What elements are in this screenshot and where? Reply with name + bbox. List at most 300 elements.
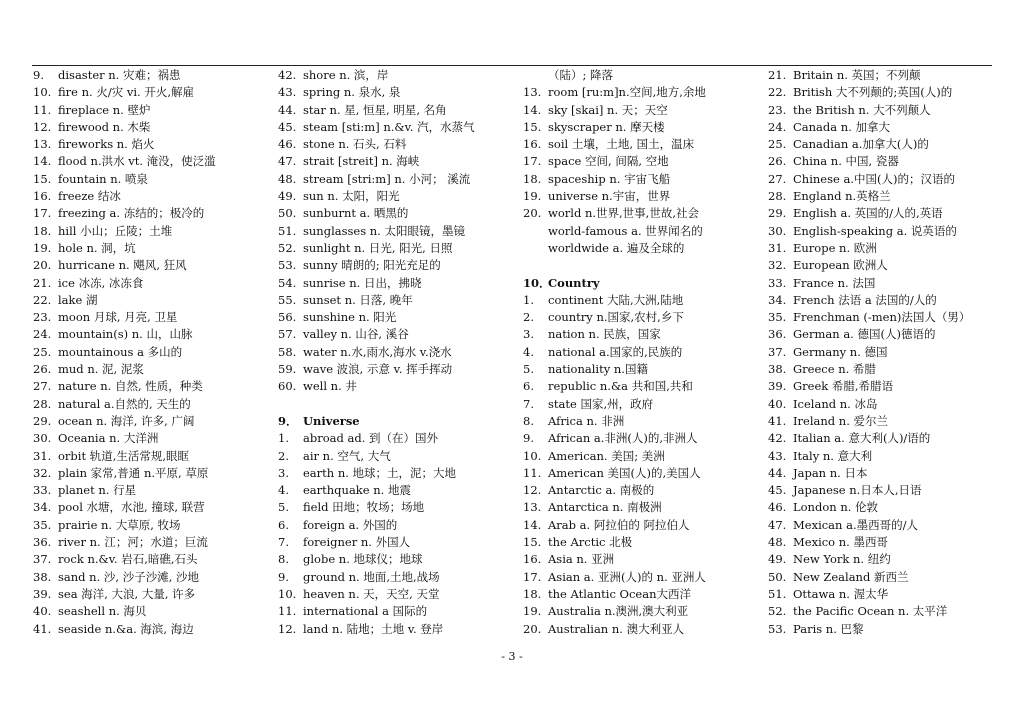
entry-text: universe n.宇宙，世界	[548, 189, 671, 204]
vocab-entry	[33, 361, 268, 378]
entry-number: 13.	[523, 85, 542, 100]
entry-number: 4.	[278, 483, 289, 498]
entry-text: the Pacific Ocean n. 太平洋	[793, 604, 948, 619]
entry-text: English-speaking a. 说英语的	[793, 223, 957, 238]
entry-number: 43.	[768, 448, 787, 463]
entry-text: British 大不列颠的;英国(人)的	[793, 85, 953, 100]
entry-number: 57.	[278, 327, 297, 342]
vocab-entry	[278, 102, 513, 119]
entry-number: 32.	[768, 258, 787, 273]
entry-number: 49.	[768, 552, 787, 567]
entry-number: 9.	[33, 68, 44, 82]
column-3	[523, 67, 758, 638]
entry-text: disaster n. 灾难；祸患	[58, 68, 181, 82]
vocab-entry	[768, 275, 1003, 292]
vocab-entry	[768, 448, 1003, 465]
entry-number: 6.	[523, 379, 534, 394]
entry-text: sunlight n. 日光, 阳光, 日照	[303, 240, 453, 255]
entry-text: Italy n. 意大利	[793, 448, 873, 463]
vocab-entry	[278, 240, 513, 257]
vocab-entry	[523, 205, 758, 222]
vocab-entry	[523, 413, 758, 430]
entry-number: 48.	[278, 171, 297, 186]
entry-text: steam [sti:m] n.&v. 汽，水蒸气	[303, 119, 475, 134]
entry-number: 9.	[278, 569, 289, 584]
vocab-entry	[768, 499, 1003, 516]
entry-number: 42.	[768, 431, 787, 446]
entry-text: Germany n. 德国	[793, 344, 888, 359]
vocab-entry	[33, 344, 268, 361]
entry-text: sunshine n. 阳光	[303, 310, 397, 325]
entry-text: China n. 中国, 瓷器	[793, 154, 899, 169]
vocab-entry	[33, 119, 268, 136]
vocab-entry	[33, 136, 268, 153]
entry-text: skyscraper n. 摩天楼	[548, 119, 665, 134]
entry-text: African a.非洲(人)的,非洲人	[548, 431, 698, 446]
entry-text: fountain n. 喷泉	[58, 171, 148, 186]
entry-text: freeze 结冰	[58, 189, 121, 204]
entry-number: 2.	[278, 448, 289, 463]
entry-number: 1.	[278, 431, 289, 446]
vocab-entry	[768, 223, 1003, 240]
entry-text: ground n. 地面,土地,战场	[303, 569, 440, 584]
vocab-entry	[278, 378, 513, 395]
vocab-entry	[278, 292, 513, 309]
vocab-entry	[768, 292, 1003, 309]
entry-text: orbit 轨道,生活常规,眼眶	[58, 448, 190, 463]
vocab-entry	[278, 621, 513, 638]
entry-text: international a 国际的	[303, 604, 428, 619]
entry-number: 20.	[523, 206, 542, 221]
entry-text: Iceland n. 冰岛	[793, 396, 878, 411]
entry-number: 15.	[33, 171, 52, 186]
entry-text: Asian a. 亚洲(人)的 n. 亚洲人	[548, 569, 706, 584]
vocab-entry	[768, 413, 1003, 430]
vocab-entry	[523, 603, 758, 620]
vocab-entry	[768, 361, 1003, 378]
entry-text: American. 美国; 美洲	[548, 448, 665, 463]
vocab-entry	[768, 465, 1003, 482]
vocab-entry	[768, 205, 1003, 222]
entry-number: 24.	[33, 327, 52, 342]
entry-text: earth n. 地球；土，泥；大地	[303, 465, 457, 480]
vocab-entry	[768, 430, 1003, 447]
entry-number: 24.	[768, 119, 787, 134]
entry-text: the Arctic 北极	[548, 535, 633, 550]
entry-text: Universe	[303, 413, 360, 428]
vocab-entry	[523, 309, 758, 326]
vocab-entry	[33, 465, 268, 482]
entry-number: 33.	[33, 483, 52, 498]
vocab-entry	[768, 621, 1003, 638]
entry-number: 52.	[768, 604, 787, 619]
vocab-entry	[278, 84, 513, 101]
entry-text: space 空间, 间隔, 空地	[548, 154, 669, 169]
entry-text: Japan n. 日本	[793, 465, 868, 480]
vocab-entry	[278, 430, 513, 447]
vocab-entry	[768, 119, 1003, 136]
vocab-entry	[523, 257, 758, 274]
entry-number: 16.	[523, 137, 542, 152]
entry-text: stream [stri:m] n. 小河； 溪流	[303, 171, 471, 186]
entry-text: national a.国家的,民族的	[548, 344, 683, 359]
entry-text: the British n. 大不列颠人	[793, 102, 931, 117]
vocab-entry	[278, 396, 513, 413]
vocab-entry	[33, 257, 268, 274]
entry-number: 2.	[523, 310, 534, 325]
vocab-entry	[523, 396, 758, 413]
vocab-entry	[278, 188, 513, 205]
entry-number: 52.	[278, 240, 297, 255]
entry-number: 32.	[33, 465, 52, 480]
section-heading	[523, 275, 758, 292]
entry-number: 23.	[33, 310, 52, 325]
entry-text: the Atlantic Ocean大西洋	[548, 586, 691, 601]
entry-number: 58.	[278, 344, 297, 359]
vocab-entry	[33, 153, 268, 170]
entry-number: 7.	[278, 535, 289, 550]
vocab-entry	[278, 448, 513, 465]
entry-text: American 美国(人)的,美国人	[548, 465, 701, 480]
entry-text: sea 海洋, 大浪, 大量, 许多	[58, 586, 196, 601]
entry-number: 41.	[768, 413, 787, 428]
entry-number: 5.	[278, 500, 289, 515]
page-number: - 3 -	[501, 650, 523, 663]
vocab-entry	[278, 569, 513, 586]
entry-text: shore n. 滨，岸	[303, 68, 389, 82]
vocab-entry	[768, 517, 1003, 534]
entry-number: 20.	[523, 621, 542, 636]
vocab-entry	[33, 569, 268, 586]
vocab-entry	[768, 482, 1003, 499]
vocab-entry	[523, 517, 758, 534]
entry-number: 45.	[768, 483, 787, 498]
vocab-entry	[278, 136, 513, 153]
vocab-entry	[523, 499, 758, 516]
entry-number: 28.	[768, 189, 787, 204]
entry-text: valley n. 山谷, 溪谷	[303, 327, 409, 342]
entry-number: 26.	[768, 154, 787, 169]
entry-number: 31.	[33, 448, 52, 463]
entry-text: Asia n. 亚洲	[548, 552, 615, 567]
entry-text: natural a.自然的, 天生的	[58, 396, 191, 411]
entry-text: state 国家,州，政府	[548, 396, 654, 411]
entry-text: sunglasses n. 太阳眼镜，墨镜	[303, 223, 465, 238]
entry-text: Canadian a.加拿大(人)的	[793, 137, 929, 152]
entry-number: 38.	[768, 362, 787, 377]
vocab-entry	[768, 84, 1003, 101]
entry-text: well n. 井	[303, 379, 357, 394]
entry-text: planet n. 行星	[58, 483, 137, 498]
entry-text: country n.国家,农村,乡下	[548, 310, 684, 325]
entry-text: Greece n. 希腊	[793, 362, 876, 377]
entry-number: 31.	[768, 240, 787, 255]
vocab-entry	[278, 153, 513, 170]
vocab-entry	[33, 378, 268, 395]
vocab-entry	[33, 534, 268, 551]
vocab-entry	[768, 102, 1003, 119]
entry-number: 34.	[768, 292, 787, 307]
entry-number: 51.	[278, 223, 297, 238]
vocab-entry	[33, 102, 268, 119]
vocab-entry	[523, 621, 758, 638]
vocab-entry	[523, 378, 758, 395]
entry-text: river n. 江；河；水道；巨流	[58, 535, 208, 550]
vocab-entry	[33, 413, 268, 430]
vocab-entry	[768, 603, 1003, 620]
entry-text: Mexican a.墨西哥的/人	[793, 517, 918, 532]
entry-number: 35.	[33, 517, 52, 532]
entry-text: sunset n. 日落, 晚年	[303, 292, 413, 307]
entry-text: fire n. 火/灾 vi. 开火,解雇	[58, 85, 195, 100]
entry-text: sky [skai] n. 天；天空	[548, 102, 668, 117]
vocab-entry	[33, 517, 268, 534]
entry-text: Japanese n.日本人,日语	[793, 483, 922, 498]
top-rule	[32, 65, 992, 66]
entry-text: Australia n.澳洲,澳大利亚	[548, 604, 689, 619]
entry-text: fireworks n. 焰火	[58, 137, 155, 152]
vocab-entry	[768, 396, 1003, 413]
entry-number: 10.	[33, 85, 52, 100]
entry-number: 54.	[278, 275, 297, 290]
entry-number: 21.	[33, 275, 52, 290]
vocab-entry	[768, 136, 1003, 153]
vocab-entry	[278, 586, 513, 603]
section-heading	[278, 413, 513, 430]
entry-number: 41.	[33, 621, 52, 636]
entry-text: strait [streit] n. 海峡	[303, 154, 420, 169]
entry-number: 50.	[278, 206, 297, 221]
vocab-entry	[768, 378, 1003, 395]
entry-text: Country	[548, 275, 600, 290]
entry-number: 50.	[768, 569, 787, 584]
vocab-entry	[278, 465, 513, 482]
entry-text: France n. 法国	[793, 275, 876, 290]
vocab-entry	[33, 275, 268, 292]
entry-text: foreigner n. 外国人	[303, 535, 411, 550]
vocab-entry	[278, 482, 513, 499]
vocab-entry	[523, 171, 758, 188]
entry-number: 14.	[523, 517, 542, 532]
entry-number: 10.	[523, 448, 542, 463]
vocab-entry	[278, 603, 513, 620]
vocab-entry	[33, 309, 268, 326]
entry-text: Oceania n. 大洋洲	[58, 431, 159, 446]
vocab-entry	[768, 257, 1003, 274]
entry-text: （陆）; 降落	[548, 68, 614, 82]
vocab-entry	[523, 102, 758, 119]
entry-text: Greek 希腊,希腊语	[793, 379, 894, 394]
entry-text: mountainous a 多山的	[58, 344, 183, 359]
vocab-entry	[768, 153, 1003, 170]
vocab-entry	[278, 551, 513, 568]
entry-text: flood n.洪水 vt. 淹没，使泛滥	[58, 154, 216, 169]
vocab-entry	[523, 188, 758, 205]
vocab-entry	[33, 67, 268, 84]
entry-number: 46.	[278, 137, 297, 152]
entry-number: 37.	[768, 344, 787, 359]
entry-text: Italian a. 意大利(人)/语的	[793, 431, 931, 446]
entry-number: 29.	[768, 206, 787, 221]
entry-number: 19.	[523, 189, 542, 204]
vocab-entry	[523, 482, 758, 499]
entry-number: 14.	[33, 154, 52, 169]
entry-text: water n.水,雨水,海水 v.浇水	[303, 344, 452, 359]
vocab-entry	[278, 119, 513, 136]
entry-text: wave 波浪, 示意 v. 挥手挥动	[303, 362, 453, 377]
entry-number: 11.	[33, 102, 52, 117]
entry-text: London n. 伦敦	[793, 500, 879, 515]
entry-number: 13.	[523, 500, 542, 515]
vocab-entry	[278, 517, 513, 534]
entry-number: 37.	[33, 552, 52, 567]
entry-text: firewood n. 木柴	[58, 119, 151, 134]
column-2	[278, 67, 513, 638]
vocab-entry	[523, 240, 758, 257]
entry-number: 10.	[278, 586, 297, 601]
vocab-entry	[523, 292, 758, 309]
entry-text: continent 大陆,大洲,陆地	[548, 292, 684, 307]
entry-text: globe n. 地球仪；地球	[303, 552, 423, 567]
vocab-entry	[33, 171, 268, 188]
entry-number: 22.	[768, 85, 787, 100]
entry-text: Africa n. 非洲	[548, 413, 625, 428]
entry-text: sun n. 太阳，阳光	[303, 189, 400, 204]
entry-number: 3.	[278, 465, 289, 480]
entry-number: 29.	[33, 413, 52, 428]
entry-text: spring n. 泉水, 泉	[303, 85, 401, 100]
entry-number: 36.	[768, 327, 787, 342]
entry-text: Mexico n. 墨西哥	[793, 535, 888, 550]
entry-number: 40.	[768, 396, 787, 411]
entry-number: 13.	[33, 137, 52, 152]
vocab-entry	[278, 223, 513, 240]
vocab-entry	[278, 171, 513, 188]
entry-number: 44.	[768, 465, 787, 480]
entry-text: Canada n. 加拿大	[793, 119, 891, 134]
entry-text: room [ru:m]n.空间,地方,余地	[548, 85, 706, 100]
entry-number: 8.	[278, 552, 289, 567]
entry-number: 25.	[768, 137, 787, 152]
vocab-entry	[278, 257, 513, 274]
entry-number: 26.	[33, 362, 52, 377]
vocab-entry	[523, 344, 758, 361]
vocab-entry	[33, 603, 268, 620]
entry-text: seashell n. 海贝	[58, 604, 147, 619]
entry-number: 49.	[278, 189, 297, 204]
entry-text: mountain(s) n. 山，山脉	[58, 327, 193, 342]
vocab-entry	[33, 292, 268, 309]
vocab-entry	[523, 67, 758, 84]
entry-text: nature n. 自然, 性质，种类	[58, 379, 203, 394]
vocab-entry	[768, 326, 1003, 343]
entry-number: 12.	[278, 621, 297, 636]
entry-number: 19.	[523, 604, 542, 619]
entry-number: 18.	[33, 223, 52, 238]
vocab-entry	[768, 569, 1003, 586]
entry-text: England n.英格兰	[793, 189, 891, 204]
entry-text: Europe n. 欧洲	[793, 240, 877, 255]
entry-text: New Zealand 新西兰	[793, 569, 909, 584]
entry-text: seaside n.&a. 海滨, 海边	[58, 621, 194, 636]
vocab-entry	[523, 153, 758, 170]
entry-number: 20.	[33, 258, 52, 273]
entry-number: 55.	[278, 292, 297, 307]
entry-text: Arab a. 阿拉伯的 阿拉伯人	[548, 517, 690, 532]
entry-text: abroad ad. 到（在）国外	[303, 431, 439, 446]
entry-text: fireplace n. 壁炉	[58, 102, 151, 117]
entry-number: 33.	[768, 275, 787, 290]
entry-text: Frenchman (-men)法国人（男）	[793, 310, 971, 325]
vocab-entry	[33, 586, 268, 603]
entry-number: 4.	[523, 344, 534, 359]
entry-number: 8.	[523, 413, 534, 428]
entry-text: republic n.&a 共和国,共和	[548, 379, 693, 394]
entry-number: 53.	[768, 621, 787, 636]
entry-text: freezing a. 冻结的；极冷的	[58, 206, 205, 221]
entry-text: New York n. 纽约	[793, 552, 891, 567]
entry-number: 5.	[523, 362, 534, 377]
entry-text: lake 湖	[58, 292, 98, 307]
vocab-entry	[523, 534, 758, 551]
entry-number: 30.	[33, 431, 52, 446]
entry-number: 25.	[33, 344, 52, 359]
vocab-entry	[523, 430, 758, 447]
vocab-entry	[523, 465, 758, 482]
entry-text: rock n.&v. 岩石,暗礁,石头	[58, 552, 198, 567]
entry-text: foreign a. 外国的	[303, 517, 398, 532]
entry-text: French 法语 a 法国的/人的	[793, 292, 937, 307]
entry-number: 7.	[523, 396, 534, 411]
entry-text: Paris n. 巴黎	[793, 621, 864, 636]
entry-number: 12.	[523, 483, 542, 498]
entry-number: 43.	[278, 85, 297, 100]
entry-number: 15.	[523, 535, 542, 550]
vocab-entry	[33, 240, 268, 257]
vocab-entry	[768, 240, 1003, 257]
vocab-entry	[33, 448, 268, 465]
entry-number: 42.	[278, 68, 297, 82]
entry-number: 18.	[523, 171, 542, 186]
entry-text: Australian n. 澳大利亚人	[548, 621, 685, 636]
entry-number: 28.	[33, 396, 52, 411]
entry-text: English a. 英国的/人的,英语	[793, 206, 943, 221]
vocab-entry	[33, 482, 268, 499]
vocab-entry	[33, 84, 268, 101]
entry-number: 39.	[33, 586, 52, 601]
vocab-entry	[278, 67, 513, 84]
entry-text: world-famous a. 世界闻名的	[548, 223, 703, 238]
entry-number: 47.	[768, 517, 787, 532]
vocab-entry	[768, 534, 1003, 551]
vocab-entry	[278, 326, 513, 343]
entry-text: nation n. 民族，国家	[548, 327, 661, 342]
vocab-entry	[33, 188, 268, 205]
vocab-entry	[523, 223, 758, 240]
entry-text: land n. 陆地；土地 v. 登岸	[303, 621, 444, 636]
entry-number: 30.	[768, 223, 787, 238]
entry-number: 15.	[523, 119, 542, 134]
entry-number: 46.	[768, 500, 787, 515]
entry-number: 11.	[278, 604, 297, 619]
vocab-entry	[523, 136, 758, 153]
vocab-entry	[768, 586, 1003, 603]
entry-text: plain 家常,普通 n.平原, 草原	[58, 465, 209, 480]
vocab-entry	[33, 551, 268, 568]
entry-text: moon 月球, 月亮, 卫星	[58, 310, 178, 325]
vocab-entry	[523, 361, 758, 378]
entry-text: Ottawa n. 渥太华	[793, 586, 889, 601]
